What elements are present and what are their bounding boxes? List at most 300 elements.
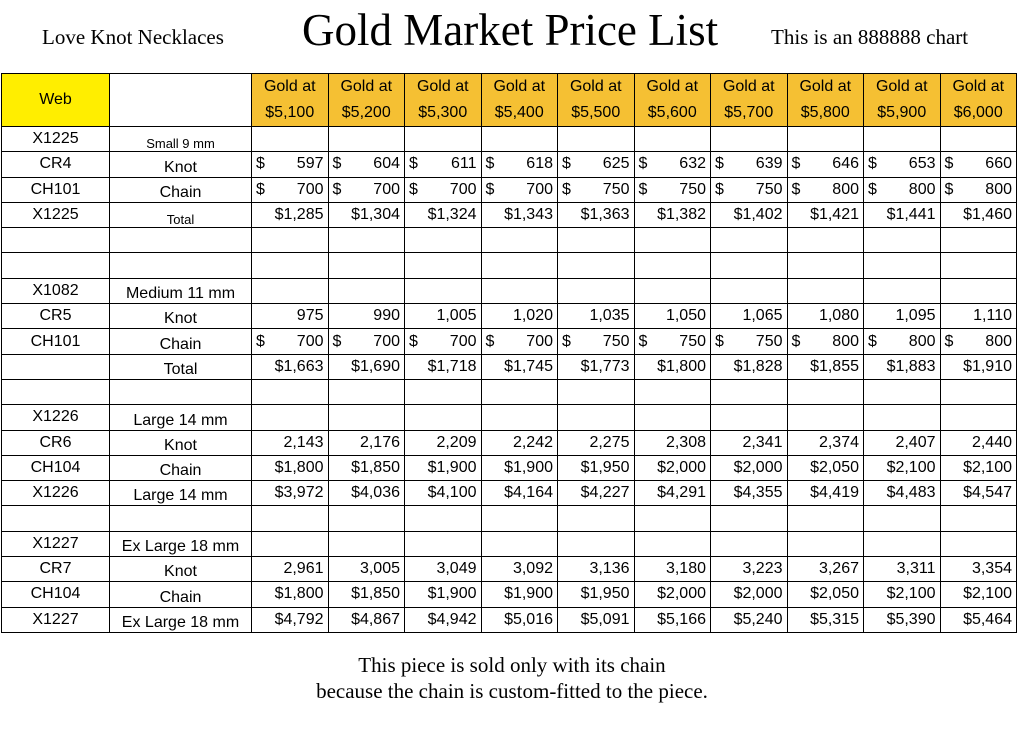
gold-price-value: $5,500 <box>571 104 621 121</box>
price-cell <box>634 430 711 455</box>
price-cell <box>864 354 941 379</box>
price-value: 700 <box>296 332 324 350</box>
currency-symbol: $ <box>791 155 801 173</box>
price-cell <box>558 430 635 455</box>
description-cell: Knot <box>110 152 252 177</box>
price-cell <box>940 152 1017 177</box>
price-cell <box>328 405 405 430</box>
price-cell <box>634 152 711 177</box>
price-cell <box>328 228 405 253</box>
price-cell <box>787 607 864 632</box>
price-value: $1,285 <box>274 206 324 224</box>
price-cell <box>787 506 864 531</box>
price-cell <box>787 329 864 354</box>
currency-symbol: $ <box>944 332 954 350</box>
price-cell <box>405 481 482 506</box>
price-value: 750 <box>602 332 630 350</box>
price-value: 3,092 <box>512 560 553 578</box>
price-cell <box>252 177 329 202</box>
price-cell <box>481 405 558 430</box>
price-cell <box>864 430 941 455</box>
price-value: 660 <box>985 155 1012 173</box>
price-value: $2,100 <box>886 459 936 476</box>
price-cell <box>558 481 635 506</box>
price-value: 700 <box>526 180 553 198</box>
price-cell <box>634 228 711 253</box>
price-value: $2,000 <box>657 459 706 476</box>
gold-at-label: Gold at <box>493 78 546 95</box>
price-value: 604 <box>373 155 400 173</box>
price-cell <box>405 379 482 404</box>
currency-symbol: $ <box>256 332 265 350</box>
table-header-row <box>2 74 1017 127</box>
price-cell <box>787 278 864 303</box>
table-row <box>2 405 1017 430</box>
price-cell <box>328 253 405 278</box>
price-value: $2,000 <box>657 585 706 603</box>
currency-symbol: $ <box>638 332 648 350</box>
price-value: $5,016 <box>504 610 553 628</box>
price-cell <box>481 354 558 379</box>
gold-price-value: $5,200 <box>341 104 391 121</box>
price-table <box>1 73 1017 633</box>
price-value: $4,419 <box>810 484 859 502</box>
price-value: $1,663 <box>274 357 324 375</box>
price-cell <box>864 379 941 404</box>
chart-note: This is an 888888 chart <box>771 25 969 49</box>
price-value: $1,421 <box>810 206 859 224</box>
description-cell: Chain <box>110 177 252 202</box>
gold-price-header <box>634 74 711 127</box>
price-cell <box>252 481 329 506</box>
price-cell <box>940 304 1017 329</box>
price-cell <box>405 278 482 303</box>
currency-symbol: $ <box>944 180 954 198</box>
price-value: 975 <box>296 307 324 325</box>
price-value: 618 <box>526 155 553 173</box>
price-cell <box>328 278 405 303</box>
description-cell <box>110 379 252 404</box>
table-row <box>2 329 1017 354</box>
description-cell: Ex Large 18 mm <box>110 531 252 556</box>
web-code-cell: CH104 <box>2 455 110 480</box>
price-value: 3,267 <box>818 560 859 578</box>
price-value: $2,000 <box>733 459 783 476</box>
price-cell <box>864 253 941 278</box>
price-cell <box>558 202 635 227</box>
currency-symbol: $ <box>791 180 801 198</box>
currency-symbol: $ <box>485 332 495 350</box>
price-cell <box>558 278 635 303</box>
currency-symbol: $ <box>562 180 571 198</box>
price-cell <box>711 278 788 303</box>
price-cell <box>405 531 482 556</box>
price-cell <box>328 304 405 329</box>
gold-price-header <box>711 74 788 127</box>
price-value: $1,883 <box>886 357 936 375</box>
currency-symbol: $ <box>256 180 265 198</box>
price-cell <box>634 481 711 506</box>
price-cell <box>328 202 405 227</box>
price-cell <box>864 202 941 227</box>
footer-line-2: because the chain is custom-fitted to the piece. <box>316 679 708 703</box>
price-cell <box>558 177 635 202</box>
price-value: $4,164 <box>504 484 553 502</box>
currency-symbol: $ <box>256 155 265 173</box>
description-cell: Chain <box>110 329 252 354</box>
price-value: 1,050 <box>665 307 706 325</box>
price-cell <box>252 557 329 582</box>
price-cell <box>481 278 558 303</box>
web-code-cell: X1082 <box>2 278 110 303</box>
price-value: $4,867 <box>351 610 400 628</box>
price-cell <box>864 531 941 556</box>
price-cell <box>940 455 1017 480</box>
price-cell <box>252 127 329 152</box>
price-cell <box>634 455 711 480</box>
gold-at-label: Gold at <box>263 78 316 95</box>
price-cell <box>558 405 635 430</box>
currency-symbol: $ <box>332 332 342 350</box>
price-cell <box>558 253 635 278</box>
price-value: 3,136 <box>589 560 630 578</box>
price-cell <box>405 582 482 607</box>
price-value: 800 <box>985 332 1012 350</box>
web-code-cell: CR5 <box>2 304 110 329</box>
price-value: 800 <box>908 180 936 198</box>
price-cell <box>864 455 941 480</box>
price-cell <box>634 607 711 632</box>
currency-symbol: $ <box>409 180 418 198</box>
price-value: $1,304 <box>351 206 400 224</box>
price-cell <box>711 557 788 582</box>
price-cell <box>711 253 788 278</box>
price-value: 625 <box>602 155 630 173</box>
price-cell <box>787 127 864 152</box>
price-cell <box>711 430 788 455</box>
price-value: $1,900 <box>504 459 553 476</box>
price-value: 3,005 <box>359 560 400 578</box>
gold-at-label: Gold at <box>416 78 469 95</box>
price-value: 3,354 <box>971 560 1012 578</box>
price-value: $5,464 <box>963 610 1012 628</box>
price-value: $1,363 <box>580 206 630 224</box>
price-value: $4,792 <box>274 610 324 628</box>
price-cell <box>787 304 864 329</box>
price-value: 3,180 <box>665 560 706 578</box>
price-value: $1,800 <box>274 459 324 476</box>
description-cell: Chain <box>110 582 252 607</box>
gold-price-header <box>940 74 1017 127</box>
price-cell <box>940 430 1017 455</box>
price-value: 611 <box>450 155 477 173</box>
price-cell <box>864 329 941 354</box>
web-code-cell: X1225 <box>2 127 110 152</box>
price-cell <box>481 253 558 278</box>
gold-at-label: Gold at <box>569 78 622 95</box>
description-cell: Knot <box>110 304 252 329</box>
price-cell <box>328 481 405 506</box>
currency-symbol: $ <box>868 332 877 350</box>
price-value: 750 <box>679 180 706 198</box>
price-cell <box>558 607 635 632</box>
gold-price-value: $5,700 <box>724 104 774 121</box>
gold-at-label: Gold at <box>875 78 928 95</box>
price-value: $1,745 <box>504 357 553 375</box>
gold-price-header <box>787 74 864 127</box>
price-cell <box>558 582 635 607</box>
price-cell <box>864 278 941 303</box>
price-cell <box>252 304 329 329</box>
price-cell <box>252 430 329 455</box>
gold-price-header <box>558 74 635 127</box>
price-value: 3,049 <box>436 560 477 578</box>
gold-price-value: $5,600 <box>647 104 697 121</box>
price-value: 800 <box>985 180 1012 198</box>
price-cell <box>634 177 711 202</box>
price-value: $1,828 <box>733 357 783 375</box>
price-cell <box>634 557 711 582</box>
price-value: 750 <box>755 332 783 350</box>
description-cell: Large 14 mm <box>110 405 252 430</box>
price-cell <box>252 228 329 253</box>
price-cell <box>864 607 941 632</box>
price-cell <box>864 152 941 177</box>
price-cell <box>405 557 482 582</box>
price-cell <box>787 379 864 404</box>
price-cell <box>940 177 1017 202</box>
price-value: 800 <box>832 332 859 350</box>
price-value: $4,036 <box>351 484 400 502</box>
price-cell <box>405 253 482 278</box>
price-value: 990 <box>373 307 400 325</box>
web-code-cell: CH101 <box>2 329 110 354</box>
price-value: $5,390 <box>886 610 936 628</box>
price-value: $1,850 <box>351 585 400 603</box>
price-cell <box>711 582 788 607</box>
web-code-cell <box>2 506 110 531</box>
price-value: $4,942 <box>427 610 477 628</box>
price-value: 2,341 <box>742 433 783 451</box>
price-value: 700 <box>373 180 400 198</box>
web-code-cell <box>2 354 110 379</box>
price-cell <box>634 202 711 227</box>
gold-price-header <box>864 74 941 127</box>
price-value: 1,110 <box>973 307 1012 325</box>
price-value: $1,900 <box>427 459 477 476</box>
price-cell <box>864 506 941 531</box>
price-cell <box>328 455 405 480</box>
price-cell <box>940 531 1017 556</box>
price-value: $5,091 <box>580 610 630 628</box>
price-value: 1,095 <box>895 307 936 325</box>
price-value: $4,483 <box>886 484 936 502</box>
gold-at-label: Gold at <box>340 78 393 95</box>
price-cell <box>787 582 864 607</box>
price-value: 2,374 <box>818 433 859 451</box>
price-cell <box>328 127 405 152</box>
price-cell <box>252 531 329 556</box>
price-value: 2,961 <box>283 560 324 578</box>
price-cell <box>711 152 788 177</box>
currency-symbol: $ <box>409 155 418 173</box>
price-value: $2,100 <box>963 585 1012 603</box>
price-cell <box>481 481 558 506</box>
price-value: 750 <box>602 180 630 198</box>
currency-symbol: $ <box>868 180 877 198</box>
web-column-header: Web <box>2 74 110 127</box>
price-cell <box>558 127 635 152</box>
price-value: 2,143 <box>283 433 324 451</box>
price-value: $5,240 <box>733 610 783 628</box>
table-row <box>2 177 1017 202</box>
currency-symbol: $ <box>638 155 648 173</box>
price-cell <box>481 304 558 329</box>
price-value: 639 <box>755 155 783 173</box>
price-cell <box>787 557 864 582</box>
price-cell <box>940 405 1017 430</box>
currency-symbol: $ <box>715 180 724 198</box>
price-cell <box>328 506 405 531</box>
price-cell <box>711 329 788 354</box>
currency-symbol: $ <box>944 155 954 173</box>
price-cell <box>481 127 558 152</box>
web-code-cell <box>2 379 110 404</box>
web-code-cell: CH104 <box>2 582 110 607</box>
description-cell <box>110 228 252 253</box>
currency-symbol: $ <box>638 180 648 198</box>
price-value: $2,100 <box>886 585 936 603</box>
price-value: $1,850 <box>351 459 400 476</box>
price-cell <box>405 228 482 253</box>
description-cell <box>110 506 252 531</box>
table-row <box>2 202 1017 227</box>
price-cell <box>787 430 864 455</box>
price-cell <box>405 202 482 227</box>
web-code-cell: X1227 <box>2 531 110 556</box>
price-value: 1,080 <box>818 307 859 325</box>
table-row <box>2 582 1017 607</box>
price-value: $1,950 <box>580 585 630 603</box>
price-cell <box>787 354 864 379</box>
price-cell <box>787 253 864 278</box>
price-value: $1,855 <box>810 357 859 375</box>
price-value: 653 <box>908 155 936 173</box>
price-cell <box>558 354 635 379</box>
web-code-cell <box>2 228 110 253</box>
price-cell <box>711 481 788 506</box>
currency-symbol: $ <box>562 155 571 173</box>
price-cell <box>252 506 329 531</box>
gold-at-label: Gold at <box>646 78 699 95</box>
price-value: $4,100 <box>427 484 477 502</box>
price-cell <box>481 379 558 404</box>
price-cell <box>864 557 941 582</box>
web-code-cell: CH101 <box>2 177 110 202</box>
price-cell <box>940 127 1017 152</box>
web-code-cell <box>2 253 110 278</box>
table-row <box>2 506 1017 531</box>
web-code-cell: CR7 <box>2 557 110 582</box>
price-cell <box>405 405 482 430</box>
price-cell <box>558 557 635 582</box>
price-cell <box>252 329 329 354</box>
gold-price-header <box>405 74 482 127</box>
description-cell: Chain <box>110 455 252 480</box>
price-value: 800 <box>832 180 859 198</box>
price-value: 646 <box>832 155 859 173</box>
price-value: $1,402 <box>733 206 783 224</box>
gold-price-value: $5,400 <box>494 104 544 121</box>
price-value: 597 <box>296 155 324 173</box>
price-cell <box>405 607 482 632</box>
subtitle-love-knot: Love Knot Necklaces <box>42 25 224 49</box>
price-cell <box>558 228 635 253</box>
price-value: 2,275 <box>589 433 630 451</box>
price-cell <box>328 430 405 455</box>
price-cell <box>634 354 711 379</box>
price-cell <box>634 253 711 278</box>
price-value: $4,355 <box>733 484 783 502</box>
web-code-cell: X1225 <box>2 202 110 227</box>
price-cell <box>787 481 864 506</box>
price-cell <box>864 177 941 202</box>
table-row <box>2 127 1017 152</box>
description-cell: Total <box>110 202 252 227</box>
web-code-cell: X1227 <box>2 607 110 632</box>
price-cell <box>405 177 482 202</box>
web-code-cell: CR6 <box>2 430 110 455</box>
price-cell <box>558 531 635 556</box>
price-value: 1,020 <box>512 307 553 325</box>
price-cell <box>711 354 788 379</box>
price-cell <box>558 379 635 404</box>
price-cell <box>481 329 558 354</box>
price-value: 2,176 <box>359 433 400 451</box>
price-cell <box>328 329 405 354</box>
currency-symbol: $ <box>409 332 418 350</box>
price-value: $4,547 <box>963 484 1012 502</box>
price-value: 700 <box>373 332 400 350</box>
description-cell: Large 14 mm <box>110 481 252 506</box>
table-row <box>2 430 1017 455</box>
gold-price-value: $5,300 <box>418 104 468 121</box>
price-value: 2,308 <box>665 433 706 451</box>
price-cell <box>940 228 1017 253</box>
price-value: 700 <box>296 180 324 198</box>
gold-at-label: Gold at <box>952 78 1005 95</box>
price-cell <box>481 506 558 531</box>
currency-symbol: $ <box>332 180 342 198</box>
table-row <box>2 379 1017 404</box>
price-value: 3,311 <box>896 560 936 578</box>
price-value: 1,005 <box>436 307 477 325</box>
price-cell <box>940 481 1017 506</box>
price-cell <box>940 607 1017 632</box>
gold-price-value: $6,000 <box>953 104 1003 121</box>
gold-price-value: $5,800 <box>800 104 850 121</box>
price-value: 750 <box>679 332 706 350</box>
price-cell <box>940 506 1017 531</box>
price-cell <box>787 177 864 202</box>
price-cell <box>634 531 711 556</box>
description-cell: Knot <box>110 430 252 455</box>
price-value: $5,166 <box>657 610 706 628</box>
price-cell <box>481 177 558 202</box>
currency-symbol: $ <box>791 332 801 350</box>
price-value: $1,800 <box>274 585 324 603</box>
price-cell <box>940 557 1017 582</box>
